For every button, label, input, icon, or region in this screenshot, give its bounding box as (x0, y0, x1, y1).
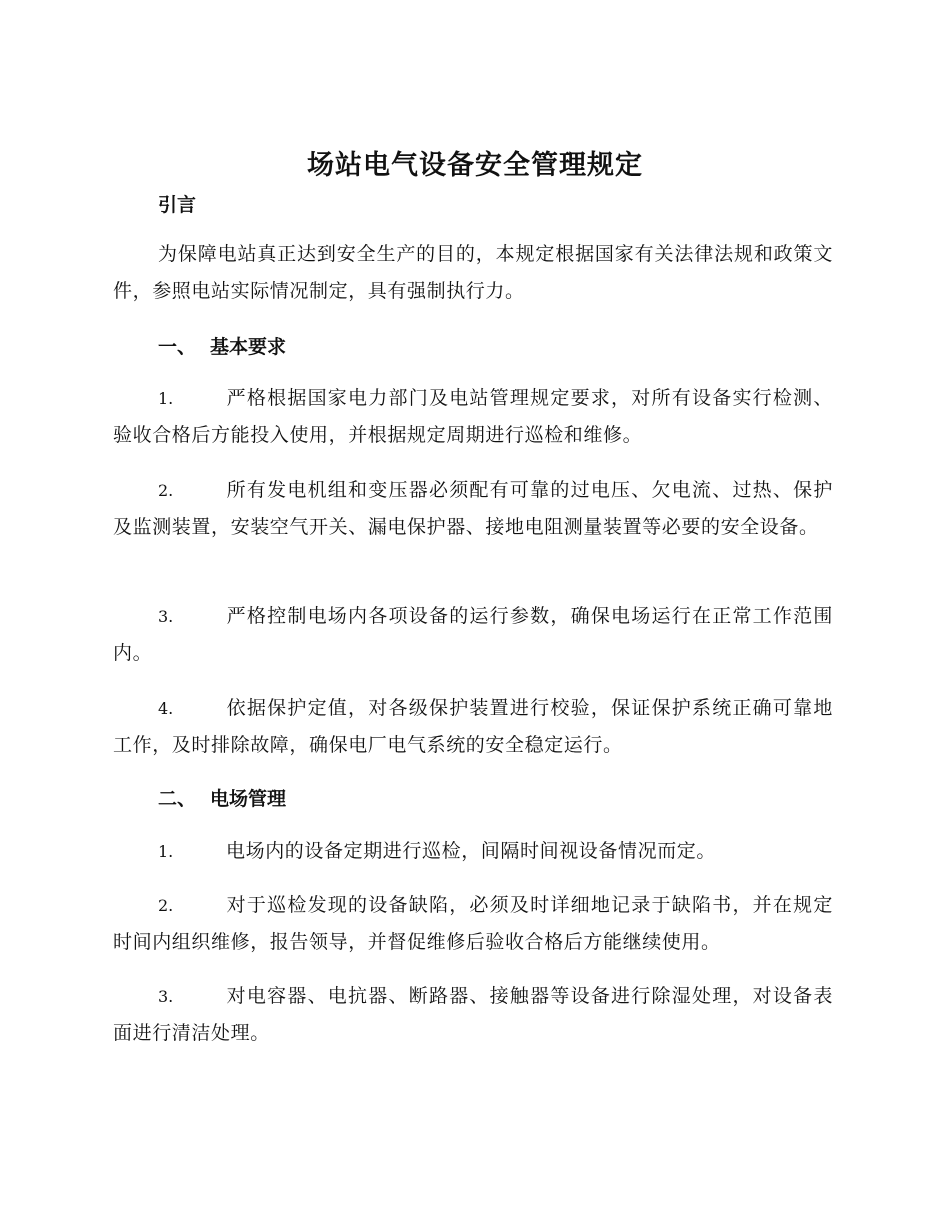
section-title: 电场管理 (210, 788, 287, 810)
list-item (113, 690, 833, 764)
item-text: 电场内的设备定期进行巡检，间隔时间视设备情况而定。 (226, 840, 717, 862)
item-text: 对于巡检发现的设备缺陷，必须及时详细地记录于缺陷书，并在规定时间内组织维修，报告领导，并督促维修后验收合格后方能继续使用。 (113, 894, 833, 953)
item-text: 严格根据国家电力部门及电站管理规定要求，对所有设备实行检测、验收合格后方能投入使用，并根据规定周期进行巡检和维修。 (113, 387, 833, 446)
item-text: 依据保护定值，对各级保护装置进行校验，保证保护系统正确可靠地工作，及时排除故障，确保电厂电气系统的安全稳定运行。 (113, 697, 833, 756)
item-text: 所有发电机组和变压器必须配有可靠的过电压、欠电流、过热、保护及监测装置，安装空气开关、漏电保护器、接地电阻测量装置等必要的安全设备。 (113, 479, 833, 538)
list-item (113, 887, 833, 961)
section-title: 基本要求 (210, 336, 287, 358)
list-item (113, 380, 833, 454)
intro-heading: 引言 (158, 194, 197, 216)
list-item (113, 978, 833, 1052)
list-item (113, 472, 833, 546)
item-number: 4. (158, 699, 174, 718)
item-number: 2. (158, 481, 174, 500)
document-title: 场站电气设备安全管理规定 (307, 150, 643, 181)
list-item (113, 833, 833, 870)
item-number: 3. (158, 987, 174, 1006)
item-number: 3. (158, 607, 174, 626)
item-text: 严格控制电场内各项设备的运行参数，确保电场运行在正常工作范围内。 (113, 605, 833, 664)
item-text: 对电容器、电抗器、断路器、接触器等设备进行除湿处理，对设备表面进行清洁处理。 (113, 985, 833, 1044)
section-number: 一、 (158, 336, 197, 358)
item-number: 2. (158, 896, 174, 915)
item-number: 1. (158, 842, 174, 861)
section-number: 二、 (158, 788, 197, 810)
section-heading-2 (158, 785, 286, 813)
intro-paragraph: 为保障电站真正达到安全生产的目的，本规定根据国家有关法律法规和政策文件，参照电站实际情况制定，具有强制执行力。 (113, 243, 833, 302)
item-number: 1. (158, 389, 174, 408)
section-heading-1 (158, 333, 286, 361)
list-item (113, 598, 833, 672)
